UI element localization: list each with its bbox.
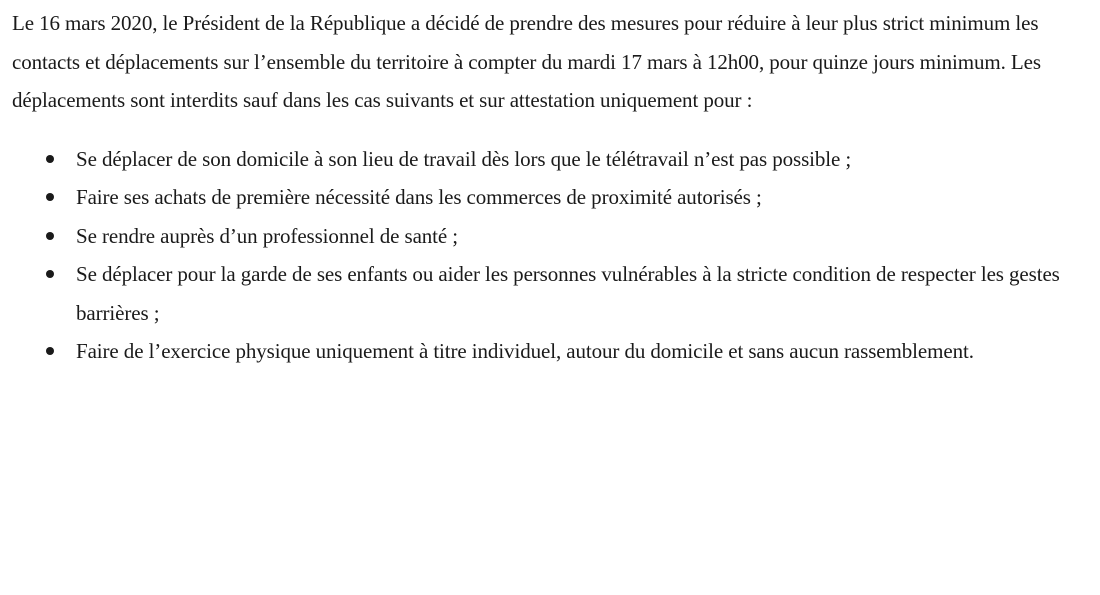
list-item-text: Faire ses achats de première nécessité dans les commerces de proximité autorisés ;: [76, 185, 762, 209]
list-item-text: Se déplacer pour la garde de ses enfants ou aider les personnes vulnérables à la stricte condition de respecter les gestes barrières ;: [76, 262, 1060, 325]
list-item-text: Se rendre auprès d’un professionnel de santé ;: [76, 223, 459, 248]
list-item: [12, 332, 1096, 371]
list-item: [12, 178, 1096, 217]
list-item-text: Faire de l’exercice physique uniquement à titre individuel, autour du domicile et sans aucun rassemblement.: [76, 339, 974, 363]
bullet-icon: [46, 193, 54, 201]
intro-paragraph: Le 16 mars 2020, le Président de la République a décidé de prendre des mesures pour réduire à leur plus strict minimum les contacts et déplacements sur l’ensemble du territoire à compter du mardi 17 mars à 12h00, pour quinze jours minimum. Les déplacements sont interdits sauf dans les cas suivants et sur attestation uniquement pour :: [12, 11, 1041, 112]
bullet-icon: [46, 347, 54, 355]
bullet-icon: [46, 270, 54, 278]
article-body: [12, 0, 1096, 371]
list-item-text: Se déplacer de son domicile à son lieu de travail dès lors que le télétravail n’est pas possible ;: [76, 146, 852, 171]
list-item: [12, 255, 1096, 332]
bullet-icon: [46, 232, 54, 240]
bullet-icon: [46, 155, 54, 163]
list-item: [12, 217, 1096, 256]
list-item: [12, 140, 1096, 179]
exceptions-list: [12, 120, 1096, 371]
